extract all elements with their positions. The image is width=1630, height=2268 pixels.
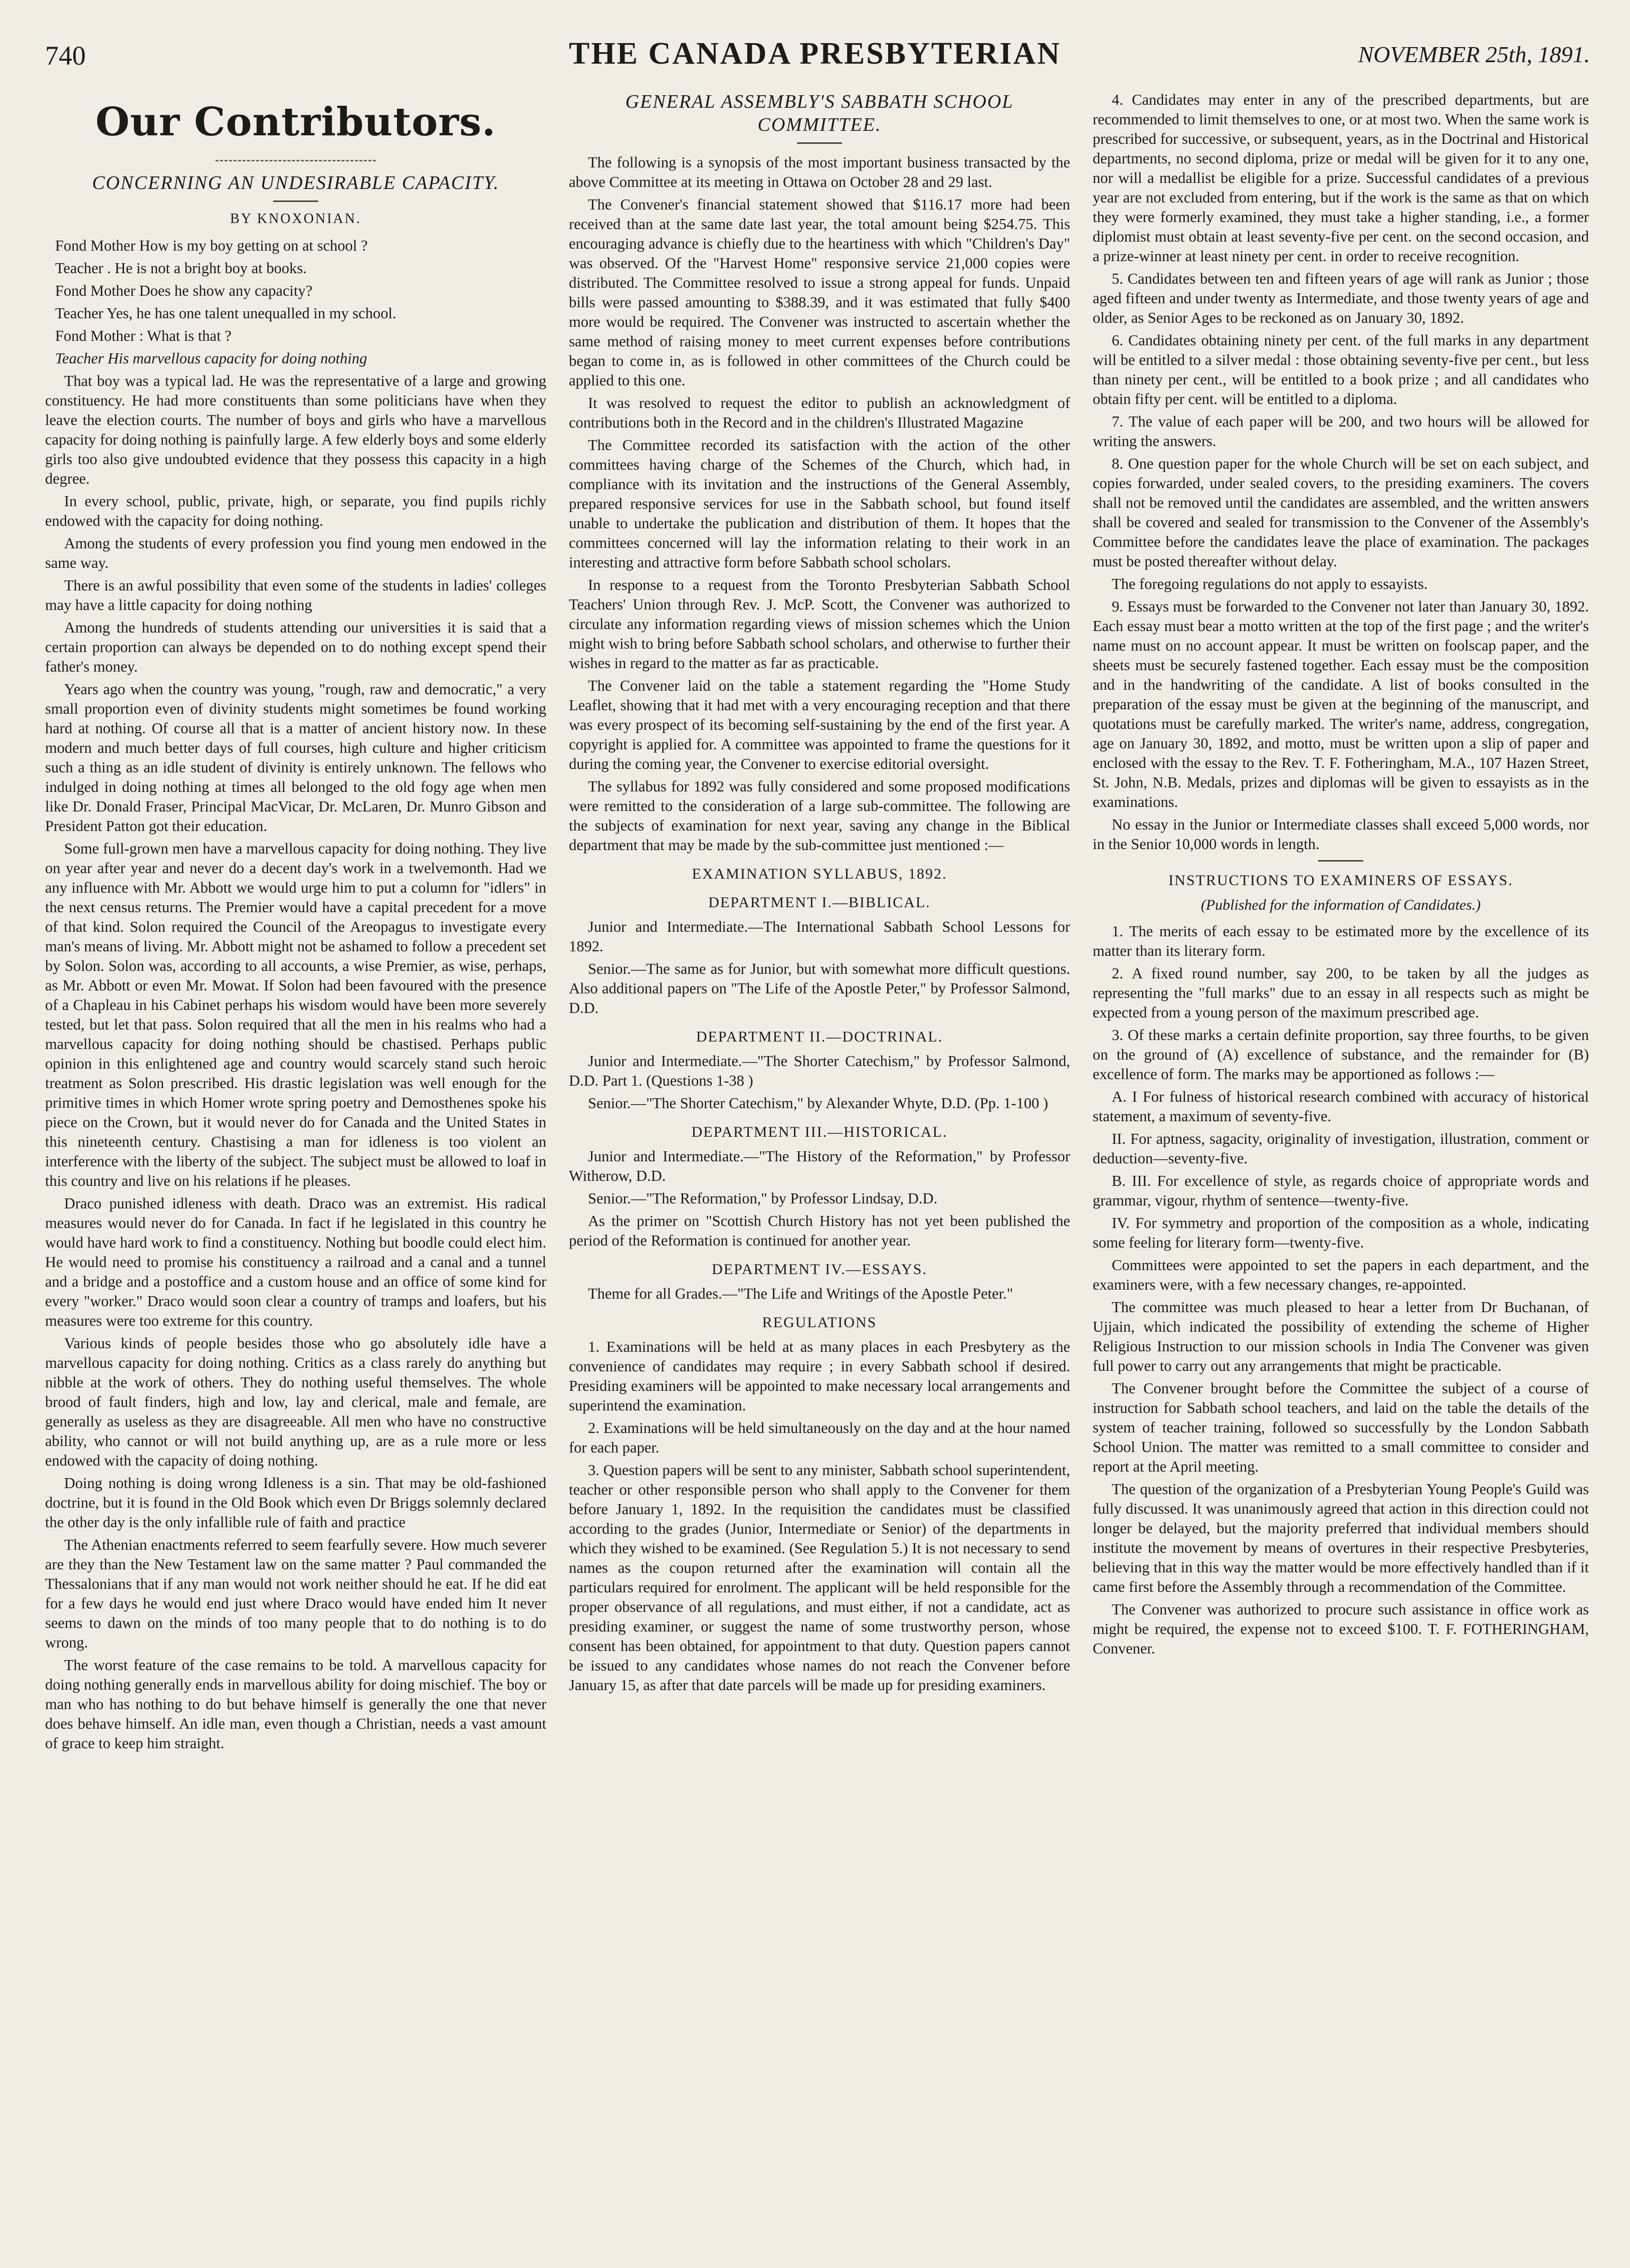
columns xyxy=(35,90,1595,2245)
paragraph: IV. For symmetry and proportion of the composition as a whole, indicating some feeling for literary form—twenty-five. xyxy=(1093,1214,1589,1251)
dialogue-line: Teacher . He is not a bright boy at books. xyxy=(55,260,307,277)
paragraph: The Convener's financial statement showed that $116.17 more had been received than at the same date last year, the total amount being $254.75. This encouraging advance is chiefly due to the heartiness with which "Children's Day" was observed. Of the "Harvest Home" responsive service 21,000 copies were distributed. The Committee resolved to issue a strong appeal for funds. Unpaid bills were passed amounting to $388.39, and it was estimated that fully $400 more would be required. The Convener was instructed to ascertain whether the same method of raising money to meet current expenses before contributions began to come in, as is followed in other committees of the Church could be applied to this one. xyxy=(569,196,1070,389)
article-title: CONCERNING AN UNDESIRABLE CAPACITY. xyxy=(92,172,500,193)
dialogue-line: Teacher His marvellous capacity for doing nothing xyxy=(55,350,367,367)
syllabus-title: EXAMINATION SYLLABUS, 1892. xyxy=(692,866,947,882)
paragraph: 3. Of these marks a certain definite proportion, say three fourths, to be given on the ground of (A) excellence of substance, and the remainder for (B) excellence of form. The marks may be apportioned as follows :— xyxy=(1093,1026,1589,1083)
instructions-heading: INSTRUCTIONS TO EXAMINERS OF ESSAYS. xyxy=(1168,872,1513,889)
paragraph: B. III. For excellence of style, as regards choice of appropriate words and grammar, vigour, rhythm of sentence—twenty-five. xyxy=(1093,1172,1589,1209)
paragraph: Junior and Intermediate.—"The Shorter Catechism," by Professor Salmond, D.D. Part 1. (Questions 1-38 ) xyxy=(569,1053,1070,1089)
paragraph: 3. Question papers will be sent to any minister, Sabbath school superintendent, teacher or other responsible person who shall apply to the Convener for them before January 1, 1892. In the requisition the candidates must be classified according to the grades (Junior, Intermediate or Senior) of the departments in which they wished to be examined. (See Regulation 5.) It is not necessary to send names as the coupon returned after the examination will contain all the particulars required for enrolment. The applicant will be held responsible for the proper observance of all regulations, and must either, if not a candidate, act as presiding examiner, or suggest the name of some trustworthy person, whose consent has been obtained, for appointment to that duty. Question papers cannot be issued to any candidates whose names do not reach the Convener before January 15, as after that date parcels will be made up for presiding examiners. xyxy=(569,1462,1070,1694)
paragraph: Years ago when the country was young, "rough, raw and democratic," a very small proportion even of divinity students might sometimes be found working hard at nothing. Of course all that is a matter of ancient history now. In these modern and much better days of full courses, high culture and higher criticism such a thing as an idle student of divinity is entirely unknown. The fellows who indulged in doing nothing at times all belonged to the old fogy age when men like Dr. Donald Fraser, Principal MacVicar, Dr. McLaren, Dr. Munro Gibson and President Patton got their education. xyxy=(45,681,546,835)
paragraph: Various kinds of people besides those who go absolutely idle have a marvellous capacity for doing nothing. Critics as a class rarely do anything but nibble at the work of others. They do nothing useful themselves. The whole brood of fault finders, high and low, lay and clerical, male and female, are generally as useless as they are disagreeable. All men who have no constructive ability, who cannot or will not build anything up, are as a rule more or less endowed with the capacity of doing nothing. xyxy=(45,1335,546,1469)
section-title: Our Contributors. xyxy=(95,99,496,145)
newspaper-page xyxy=(35,30,1595,2245)
paragraph: Senior.—"The Reformation," by Professor Lindsay, D.D. xyxy=(588,1190,938,1207)
paragraph: Doing nothing is doing wrong Idleness is a sin. That may be old-fashioned doctrine, but it is found in the Old Book which even Dr Briggs solemnly declared the other day is the only infallible rule of faith and practice xyxy=(45,1475,546,1531)
department-heading: DEPARTMENT IV.—ESSAYS. xyxy=(712,1261,927,1278)
paragraph: II. For aptness, sagacity, originality of investigation, illustration, comment or deduction—seventy-five. xyxy=(1093,1130,1589,1167)
paragraph: Among the hundreds of students attending our universities it is said that a certain proportion can always be depended on to do nothing except spend their father's money. xyxy=(45,619,546,675)
paragraph: 2. Examinations will be held simultaneously on the day and at the hour named for each paper. xyxy=(569,1419,1070,1456)
paragraph: A. I For fulness of historical research combined with accuracy of historical statement, a maximum of seventy-five. xyxy=(1093,1088,1589,1125)
paragraph: There is an awful possibility that even some of the students in ladies' colleges may have a little capacity for doing nothing xyxy=(45,577,546,613)
paragraph: No essay in the Junior or Intermediate classes shall exceed 5,000 words, nor in the Senior 10,000 words in length. xyxy=(1093,816,1589,853)
column-3 xyxy=(1093,90,1589,2245)
paragraph: 2. A fixed round number, say 200, to be taken by all the judges as representing the "full marks" due to an essay in all respects such as might be expected from a young person of the maximum prescribed age. xyxy=(1093,965,1589,1021)
paragraph: The following is a synopsis of the most important business transacted by the above Committee at its meeting in Ottawa on October 28 and 29 last. xyxy=(569,154,1070,190)
paragraph: Senior.—"The Shorter Catechism," by Alexander Whyte, D.D. (Pp. 1-100 ) xyxy=(588,1095,1048,1112)
department-heading: DEPARTMENT II.—DOCTRINAL. xyxy=(696,1028,943,1045)
column-2 xyxy=(569,90,1070,2245)
paragraph: Draco punished idleness with death. Draco was an extremist. His radical measures would never do for Canada. In fact if he legislated in this country he would have hard work to find a constituency. Nothing but boodle could elect him. He would need to promise his constituency a railroad and a canal and a tunnel and a bridge and a postoffice and a custom house and an office of some kind for every "worker." Draco would soon clear a country of tramps and loafers, but his measures were too extreme for this country. xyxy=(45,1195,546,1329)
paragraph: That boy was a typical lad. He was the representative of a large and growing constituency. He had more constituents than some politicians have when they leave the election courts. The number of boys and girls who have a marvellous capacity for doing nothing is painfully large. A few elderly boys and some elderly girls too also give undoubted evidence that they possess this capacity in a high degree. xyxy=(45,372,546,487)
paragraph: Some full-grown men have a marvellous capacity for doing nothing. They live on year after year and never do a decent day's work in a twelvemonth. Had we any influence with Mr. Abbott we would urge him to put a column for "idlers" in the next census returns. The Premier would have a capital precedent for a move of that kind. Solon required the Council of the Areopagus to investigate every man's means of living. Mr. Abbott might not be ashamed to follow a precedent set by Solon. Solon was, according to all accounts, a wise Premier, as wise, perhaps, as Mr. Abbott or even Mr. Mowat. If Solon had been favoured with the presence of a Chapleau in his Cabinet perhaps his wisdom would have been more severely tested, but let that pass. Solon required that all the men in his realms who had a marvellous capacity for doing nothing should be chastised. Perhaps public opinion in this enlightened age and country would scarcely stand such heroic treatment as Solon prescribed. His drastic legislation was well enough for the primitive times in which Homer wrote spring poetry and Demosthenes spoke his piece on the Crown, but it would never do for Canada and the United States in this nineteenth century. Chastising a man for idleness is too violent an interference with the liberty of the subject. The subject must be allowed to loaf in this country and live on his relations if he pleases. xyxy=(45,840,546,1189)
issue-date: NOVEMBER 25th, 1891. xyxy=(1358,42,1590,67)
paragraph: Junior and Intermediate.—The International Sabbath School Lessons for 1892. xyxy=(569,918,1070,955)
paragraph: 8. One question paper for the whole Church will be set on each subject, and copies forwarded, under sealed covers, to the presiding examiners. The covers shall not be removed until the candidates are assembled, and the written answers shall be covered and sealed for transmission to the Convener of the Assembly's Committee before the candidates leave the place of examination. The packages must be posted thereafter without delay. xyxy=(1093,455,1589,570)
department-heading: DEPARTMENT III.—HISTORICAL. xyxy=(691,1124,948,1140)
paragraph: The Convener brought before the Committee the subject of a course of instruction for Sabbath school teachers, and laid on the table the details of the system of teacher training, followed so successfully by the London Sabbath School Union. The matter was remitted to a small committee to consider and report at the April meeting. xyxy=(1093,1380,1589,1475)
department-heading: DEPARTMENT I.—BIBLICAL. xyxy=(708,894,931,911)
paragraph: The syllabus for 1892 was fully considered and some proposed modifications were remitted to the consideration of a large sub-committee. The following are the subjects of examination for next year, saving any change in the Biblical department that may be made by the sub-committee just mentioned :— xyxy=(569,778,1070,854)
paragraph: The question of the organization of a Presbyterian Young People's Guild was fully discussed. It was unanimously agreed that action in this direction could not longer be delayed, but the majority preferred that individual members should institute the movement by means of overtures in their respective Presbyteries, believing that in this way the matter would be more effectively handled than if it came first before the Assembly through a recommendation of the Committee. xyxy=(1093,1481,1589,1595)
paragraph: The Convener laid on the table a statement regarding the "Home Study Leaflet, showing that it had met with a very encouraging reception and that there was every prospect of its becoming self-sustaining by the end of the first year. A copyright is applied for. A committee was appointed to frame the questions for it during the coming year, the Convener to exercise editorial oversight. xyxy=(569,677,1070,772)
paragraph: The worst feature of the case remains to be told. A marvellous capacity for doing nothing generally ends in marvellous ability for doing mischief. The boy or man who has nothing to do but behave himself is generally the one that never does behave himself. An idle man, even though a Christian, needs a vast amount of grace to keep him straight. xyxy=(45,1657,546,1752)
paragraph: The Committee recorded its satisfaction with the action of the other committees having charge of the Schemes of the Church, which had, in compliance with its invitation and the instructions of the General Assembly, prepared responsive services for use in the Sabbath school, but found itself unable to undertake the publication and distribution of them. It hopes that the committees concerned will lay the information relating to their work in an interesting and attractive form before Sabbath school scholars. xyxy=(569,437,1070,571)
dialogue-line: Teacher Yes, he has one talent unequalled in my school. xyxy=(55,305,396,322)
article-title: GENERAL ASSEMBLY'S SABBATH SCHOOL COMMITTEE. xyxy=(625,91,1014,135)
paragraph: 7. The value of each paper will be 200, and two hours will be allowed for writing the answers. xyxy=(1093,413,1589,450)
dialogue-line: Fond Mother Does he show any capacity? xyxy=(55,282,313,299)
paragraph: 1. Examinations will be held at as many places in each Presbytery as the convenience of candidates may require ; in every Sabbath school if desired. Presiding examiners will be appointed to make necessary local arrangements and superintend the examination. xyxy=(569,1338,1070,1414)
paragraph: The foregoing regulations do not apply to essayists. xyxy=(1112,575,1428,592)
divider xyxy=(273,200,318,202)
paragraph: As the primer on "Scottish Church History has not yet been published the period of the Reformation is continued for another year. xyxy=(569,1212,1070,1249)
column-1 xyxy=(45,90,546,2245)
paragraph: The Convener was authorized to procure such assistance in office work as might be required, the expense not to exceed $100. T. F. FOTHERINGHAM, Convener. xyxy=(1093,1601,1589,1657)
divider xyxy=(216,160,376,161)
paragraph: Junior and Intermediate.—"The History of the Reformation," by Professor Witherow, D.D. xyxy=(569,1148,1070,1184)
paper-title: THE CANADA PRESBYTERIAN xyxy=(569,37,1061,71)
paragraph: The Athenian enactments referred to seem fearfully severe. How much severer are they than the New Testament law on the same matter ? Paul commanded the Thessalonians that if any man would not work neither should he eat. If he did eat for a few days he would end just where Draco would have ended him It never seems to dawn on the minds of too many people that to do nothing is to do wrong. xyxy=(45,1536,546,1651)
masthead xyxy=(35,30,1595,88)
dialogue-line: Fond Mother How is my boy getting on at school ? xyxy=(55,237,368,254)
paragraph: Committees were appointed to set the papers in each department, and the examiners were, with a few necessary changes, re-appointed. xyxy=(1093,1257,1589,1293)
paragraph: Senior.—The same as for Junior, but with somewhat more difficult questions. Also additional papers on "The Life of the Apostle Peter," by Professor Salmond, D.D. xyxy=(569,960,1070,1016)
paragraph: 5. Candidates between ten and fifteen years of age will rank as Junior ; those aged fifteen and under twenty as Intermediate, and those twenty years of age and older, as Senior Ages to be reckoned as on January 30, 1892. xyxy=(1093,270,1589,326)
dialogue-line: Fond Mother : What is that ? xyxy=(55,327,232,344)
divider xyxy=(1318,860,1363,862)
divider xyxy=(797,142,842,144)
paragraph: 1. The merits of each essay to be estimated more by the excellence of its matter than its literary form. xyxy=(1093,923,1589,959)
byline: BY KNOXONIAN. xyxy=(230,211,361,227)
page-number: 740 xyxy=(45,41,86,71)
paragraph: 9. Essays must be forwarded to the Convener not later than January 30, 1892. Each essay must bear a motto written at the top of the first page ; and the writer's name must on no account appear. It must be written on foolscap paper, and the sheets must be securely fastened together. Each essay must be the composition and in the handwriting of the candidate. A list of books consulted in the preparation of the essay must be given at the beginning of the manuscript, and quotations must be carefully marked. The writer's name, address, congregation, age on January 30, 1892, and motto, must be written upon a slip of paper and enclosed with the essay to the Rev. T. F. Fotheringham, M.A., 107 Hazen Street, St. John, N.B. Medals, prizes and diplomas will be given to essayists as in the examinations. xyxy=(1093,598,1589,810)
paragraph: Among the students of every profession you find young men endowed in the same way. xyxy=(45,535,546,571)
regulations-heading: REGULATIONS xyxy=(762,1314,877,1331)
paragraph: It was resolved to request the editor to publish an acknowledgment of contributions both in the Record and in the children's Illustrated Magazine xyxy=(569,394,1070,431)
paragraph: 6. Candidates obtaining ninety per cent. of the full marks in any department will be entitled to a silver medal : those obtaining seventy-five per cent., but less than ninety per cent., will be entitled to a book prize ; and all candidates who obtain fifty per cent. will be entitled to a diploma. xyxy=(1093,332,1589,407)
paragraph: In every school, public, private, high, or separate, you find pupils richly endowed with the capacity for doing nothing. xyxy=(45,493,546,529)
paragraph: The committee was much pleased to hear a letter from Dr Buchanan, of Ujjain, which indicated the possibility of extending the scheme of Higher Religious Instruction to our mission schools in India The Convener was given full power to carry out any arrangements that might be practicable. xyxy=(1093,1299,1589,1374)
paragraph: In response to a request from the Toronto Presbyterian Sabbath School Teachers' Union through Rev. J. McP. Scott, the Convener was authorized to circulate any information regarding views of mission schemes which the Union might wish to bring before Sabbath school scholars, and otherwise to further their wishes in regard to the matter as far as practicable. xyxy=(569,576,1070,672)
paragraph: 4. Candidates may enter in any of the prescribed departments, but are recommended to limit themselves to one, or at most two. When the same work is prescribed for successive, or subsequent, years, as in the Doctrinal and Historical departments, no second diploma, prize or medal will be given for it to any one, nor will a medallist be eligible for a prize. Successful candidates of a previous year are not excluded from entering, but if the work is the same as that on which they were formerly examined, they must take a higher standing, i.e., a former diplomist must obtain at least seventy-five per cent. on the second occasion, and a prize-winner at least ninety per cent. in order to receive recognition. xyxy=(1093,91,1589,265)
instructions-subheading: (Published for the information of Candidates.) xyxy=(1200,897,1481,913)
paragraph: Theme for all Grades.—"The Life and Writings of the Apostle Peter." xyxy=(588,1285,1013,1302)
